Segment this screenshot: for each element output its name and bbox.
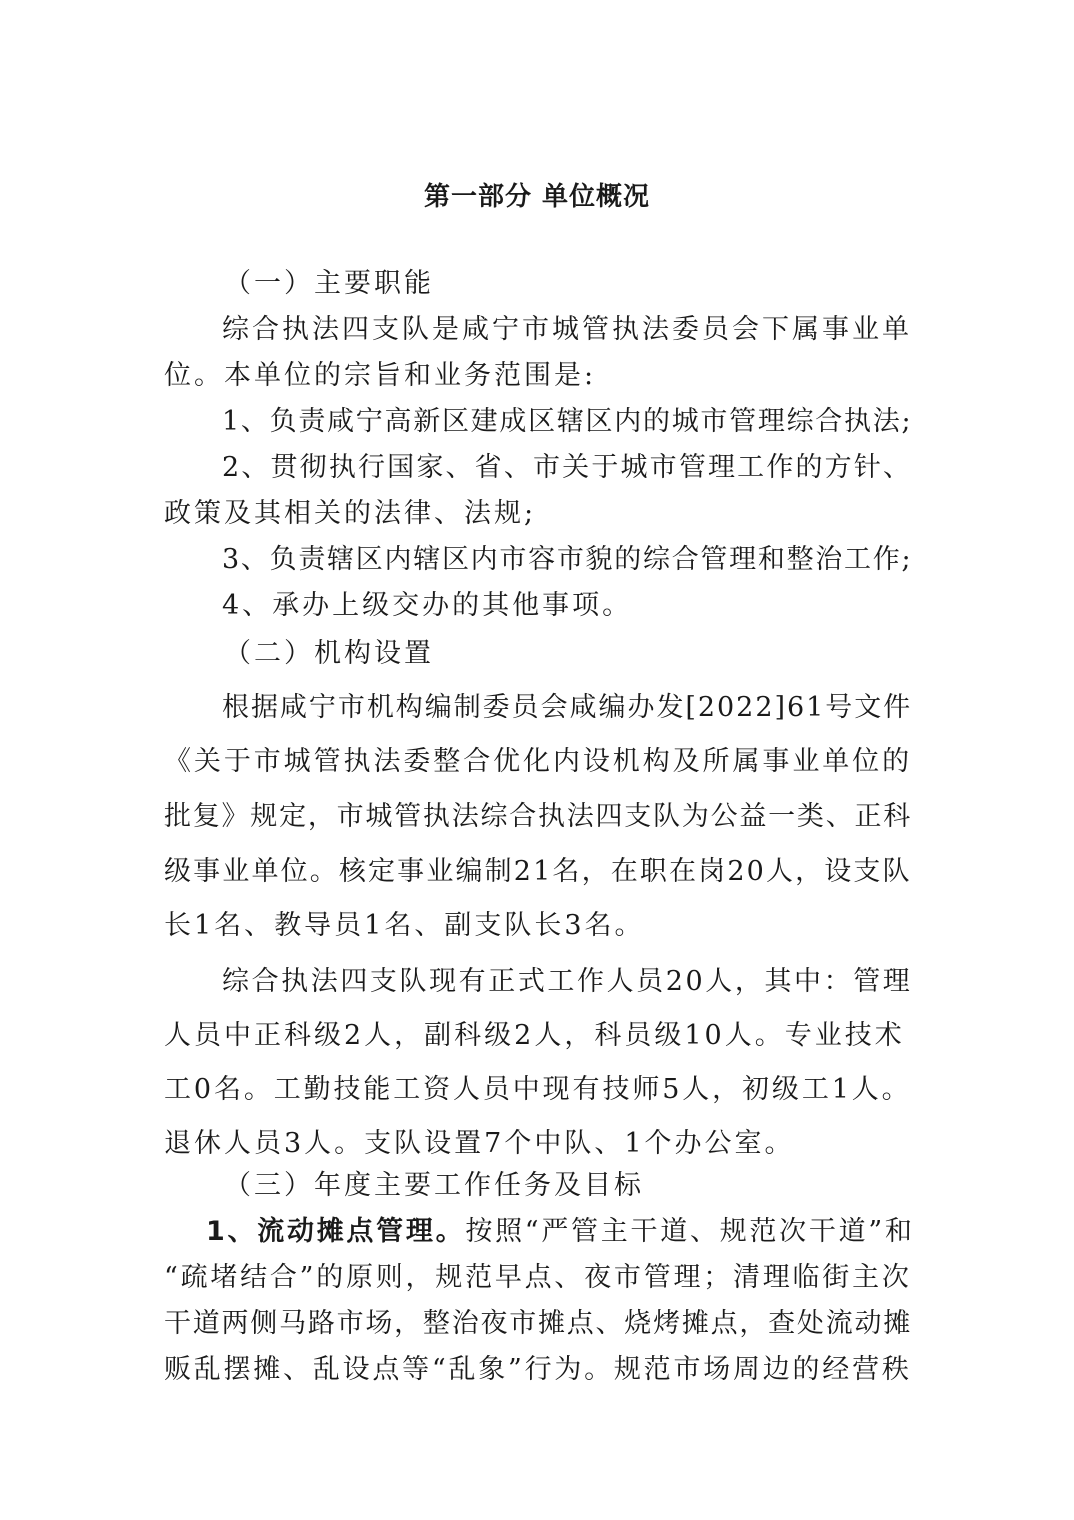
paragraph-line: 综合执法四支队现有正式工作人员20人，其中：管理 xyxy=(222,966,913,997)
paragraph-line: 工0名。工勤技能工资人员中现有技师5人，初级工1人。 xyxy=(164,1074,912,1105)
paragraph-line: 综合执法四支队是咸宁市城管执法委员会下属事业单 xyxy=(222,314,912,345)
list-item: 4、承办上级交办的其他事项。 xyxy=(222,590,633,621)
list-item: 2、贯彻执行国家、省、市关于城市管理工作的方针、 xyxy=(222,452,913,483)
paragraph-line: 位。本单位的宗旨和业务范围是: xyxy=(164,360,597,391)
paragraph-line: “疏堵结合”的原则，规范早点、夜市管理；清理临街主次 xyxy=(164,1262,912,1293)
paragraph-line: 根据咸宁市机构编制委员会咸编办发[2022]61号文件 xyxy=(222,692,913,723)
paragraph-line: 干道两侧马路市场，整治夜市摊点、烧烤摊点，查处流动摊 xyxy=(164,1308,912,1339)
section-heading-tasks: （三）年度主要工作任务及目标 xyxy=(224,1170,644,1201)
paragraph-line: 长1名、教导员1名、副支队长3名。 xyxy=(164,910,645,941)
page-title: 第一部分 单位概况 xyxy=(423,182,651,212)
section-heading-organization: （二）机构设置 xyxy=(224,638,434,669)
paragraph-line: 贩乱摆摊、乱设点等“乱象”行为。规范市场周边的经营秩 xyxy=(164,1354,912,1385)
task-label: 1、流动摊点管理。 xyxy=(206,1216,466,1247)
paragraph-line: 政策及其相关的法律、法规; xyxy=(164,498,537,529)
list-item: 3、负责辖区内辖区内市容市貌的综合管理和整治工作; xyxy=(222,544,913,575)
paragraph-line: 级事业单位。核定事业编制21名，在职在岗20人，设支队 xyxy=(164,856,912,887)
paragraph-line: 退休人员3人。支队设置7个中队、1个办公室。 xyxy=(164,1128,795,1159)
section-heading-functions: （一）主要职能 xyxy=(224,268,434,299)
paragraph-line: 批复》规定，市城管执法综合执法四支队为公益一类、正科 xyxy=(164,801,912,832)
list-item: 1、负责咸宁高新区建成区辖区内的城市管理综合执法; xyxy=(222,406,913,437)
paragraph-line: 《关于市城管执法委整合优化内设机构及所属事业单位的 xyxy=(164,746,912,777)
task-text: 按照“严管主干道、规范次干道”和 xyxy=(465,1216,915,1247)
paragraph-line: 人员中正科级2人，副科级2人，科员级10人。专业技术 xyxy=(164,1020,905,1051)
task-paragraph-first-line xyxy=(206,1212,915,1252)
